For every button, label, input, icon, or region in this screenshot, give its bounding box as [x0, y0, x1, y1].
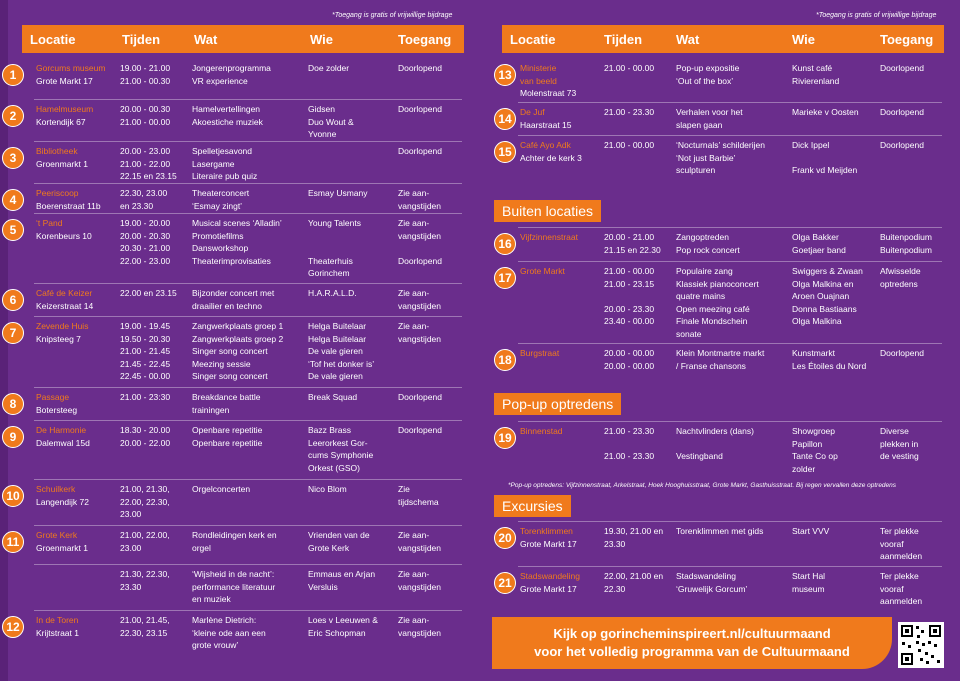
- times-cell: 18.30 - 20.00 20.00 - 22.00: [120, 425, 171, 448]
- times-cell: 22.30, 23.00 en 23.30: [120, 188, 168, 211]
- row-divider: [34, 387, 462, 388]
- times-cell: 21.00 - 00.00: [604, 140, 655, 150]
- table-header-right: [502, 25, 944, 53]
- location-name: Passage: [36, 392, 70, 402]
- times-cell: 20.00 - 00.00 20.00 - 00.00: [604, 348, 655, 371]
- what-cell: Torenklimmen met gids: [676, 526, 764, 536]
- what-cell: Hamelvertellingen Akoestiche muziek: [192, 104, 263, 127]
- row-divider: [34, 283, 462, 284]
- what-cell: Theaterconcert ‘Esmay zingt’: [192, 188, 250, 211]
- header-wie: Wie: [792, 31, 815, 47]
- location-address: Boerenstraat 11b: [36, 200, 101, 211]
- location-name: Ministerie van beeld: [520, 63, 557, 86]
- who-cell: Vrienden van de Grote Kerk: [308, 530, 370, 553]
- access-note: *Toegang is gratis of vrijwillige bijdrage: [332, 12, 453, 19]
- what-cell: Rondleidingen kerk en orgel: [192, 530, 277, 553]
- location-address: Keizerstraat 14: [36, 300, 94, 311]
- header-locatie: Locatie: [30, 31, 76, 47]
- times-cell: 21.00 - 00.00: [604, 63, 655, 73]
- location-name: Stadswandeling: [520, 571, 581, 581]
- location-name: Schuilkerk: [36, 484, 76, 494]
- row-divider: [518, 135, 942, 136]
- header-tijden: Tijden: [122, 31, 161, 47]
- location-number: 18: [494, 349, 516, 371]
- location-number: 15: [494, 141, 516, 163]
- access-cell: Doorlopend: [880, 140, 924, 150]
- popup-footnote: *Pop-up optredens: Vijfzinnenstraat, Arkelstraat, Hoek Hooghuisstraat, Grote Markt, Gasthuisstraat. Bij regen vervallen deze optredens: [508, 482, 897, 489]
- section-excursies: Excursies: [494, 495, 571, 517]
- who-cell: Olga Bakker Goetjaer band: [792, 232, 846, 255]
- location-number: 1: [2, 64, 24, 86]
- what-cell: Bijzonder concert met draailier en techno: [192, 288, 275, 311]
- who-cell: Dick Ippel Frank vd Meijden: [792, 140, 858, 175]
- header-wat: Wat: [194, 31, 218, 47]
- row-divider: [34, 99, 462, 100]
- location-number: 9: [2, 426, 24, 448]
- header-wie: Wie: [310, 31, 333, 47]
- access-cell: Doorlopend: [398, 425, 442, 435]
- location-number: 2: [2, 105, 24, 127]
- access-cell: Doorlopend: [398, 63, 442, 73]
- access-cell: Zie tijdschema: [398, 484, 439, 507]
- what-cell: ‘Wijsheid in de nacht’: performance literatuur en muziek: [192, 569, 276, 604]
- what-cell: Nachtvlinders (dans) Vestingband: [676, 426, 754, 461]
- location-number: 21: [494, 572, 516, 594]
- location-name: Café de Keizer: [36, 288, 93, 298]
- what-cell: Musical scenes ‘Alladin’ Promotiefilms Dansworkshop Theaterimprovisaties: [192, 218, 282, 266]
- location-name: De Harmonie: [36, 425, 87, 435]
- times-cell: 19.00 - 19.45 19.50 - 20.30 21.00 - 21.45 21.45 - 22.45 22.45 - 00.00: [120, 321, 171, 381]
- location-number: 7: [2, 322, 24, 344]
- row-divider: [34, 183, 462, 184]
- location-address: Grote Markt 17: [36, 75, 93, 86]
- what-cell: Openbare repetitie Openbare repetitie: [192, 425, 263, 448]
- who-cell: Showgroep Papillon Tante Co op zolder: [792, 426, 838, 474]
- access-cell: Zie aan- vangstijden Doorlopend: [398, 218, 442, 266]
- who-cell: Emmaus en Arjan Versluis: [308, 569, 376, 592]
- times-cell: 20.00 - 00.30 21.00 - 00.00: [120, 104, 171, 127]
- row-divider: [34, 213, 462, 214]
- website-link[interactable]: Kijk op gorincheminspireert.nl/cultuurmaand: [553, 626, 831, 641]
- times-cell: 22.00, 21.00 en 22.30: [604, 571, 664, 594]
- row-divider: [518, 102, 942, 103]
- location-address: Dalemwal 15d: [36, 437, 90, 448]
- row-divider: [34, 141, 462, 142]
- who-cell: Kunstmarkt Les Étoiles du Nord: [792, 348, 867, 371]
- times-cell: 21.00, 22.00, 23.00: [120, 530, 170, 553]
- who-cell: Marieke v Oosten: [792, 107, 859, 117]
- website-subtitle: voor het volledig programma van de Cultuurmaand: [534, 644, 850, 659]
- times-cell: 22.00 en 23.15: [120, 288, 177, 298]
- location-name: Burgstraat: [520, 348, 560, 358]
- location-number: 12: [2, 616, 24, 638]
- row-divider: [518, 421, 942, 422]
- what-cell: Zangwerkplaats groep 1 Zangwerkplaats groep 2 Singer song concert Meezing sessie Singer song concert: [192, 321, 284, 381]
- who-cell: Nico Blom: [308, 484, 347, 494]
- who-cell: Helga Buitelaar Helga Buitelaar De vale gieren ‘Tof het donker is’ De vale gieren: [308, 321, 375, 381]
- access-cell: Diverse plekken in de vesting: [880, 426, 919, 461]
- location-address: Grote Markt 17: [520, 538, 577, 549]
- row-divider: [518, 343, 942, 344]
- access-cell: Zie aan- vangstijden: [398, 321, 442, 344]
- location-number: 19: [494, 427, 516, 449]
- access-cell: Doorlopend: [880, 348, 924, 358]
- location-address: Krijtstraat 1: [36, 627, 79, 638]
- access-cell: Zie aan- vangstijden: [398, 288, 442, 311]
- section-popup-optredens: Pop-up optredens: [494, 393, 621, 415]
- location-name: Binnenstad: [520, 426, 563, 436]
- location-number: 20: [494, 527, 516, 549]
- location-address: Knipsteeg 7: [36, 333, 81, 344]
- location-address: Grote Markt 17: [520, 583, 577, 594]
- access-cell: Doorlopend: [398, 104, 442, 114]
- access-cell: Zie aan- vangstijden: [398, 530, 442, 553]
- right-panel: [480, 0, 960, 681]
- section-buiten-locaties: Buiten locaties: [494, 200, 601, 222]
- row-divider: [518, 227, 942, 228]
- who-cell: Esmay Usmany: [308, 188, 368, 198]
- times-cell: 19.00 - 21.00 21.00 - 00.30: [120, 63, 171, 86]
- access-cell: Doorlopend: [398, 392, 442, 402]
- location-name: Hamelmuseum: [36, 104, 94, 114]
- what-cell: Orgelconcerten: [192, 484, 251, 494]
- row-divider: [34, 479, 462, 480]
- table-header: [22, 25, 464, 53]
- access-cell: Zie aan- vangstijden: [398, 615, 442, 638]
- location-name: Grote Markt: [520, 266, 565, 276]
- location-number: 8: [2, 393, 24, 415]
- what-cell: Populaire zang Klassiek pianoconcert quatre mains Open meezing café Finale Mondschein sonate: [676, 266, 759, 339]
- location-number: 16: [494, 233, 516, 255]
- what-cell: Breakdance battle trainingen: [192, 392, 261, 415]
- location-number: 13: [494, 64, 516, 86]
- location-address: Korenbeurs 10: [36, 230, 92, 241]
- access-cell: Afwisselde optredens: [880, 266, 921, 289]
- access-cell: Doorlopend: [880, 63, 924, 73]
- what-cell: Marlène Dietrich: ‘kleine ode aan een grote vrouw’: [192, 615, 266, 650]
- location-name: Bibliotheek: [36, 146, 78, 156]
- location-number: 6: [2, 289, 24, 311]
- who-cell: Swiggers & Zwaan Olga Malkina en Aroen Ouajnan Donna Bastiaans Olga Malkina: [792, 266, 863, 326]
- header-locatie: Locatie: [510, 31, 556, 47]
- access-cell: Doorlopend: [398, 146, 442, 156]
- what-cell: Pop-up expositie ‘Out of the box’: [676, 63, 740, 86]
- location-address: Molenstraat 73: [520, 88, 577, 98]
- location-address: Achter de kerk 3: [520, 152, 582, 163]
- times-cell: 21.00 - 23.30 21.00 - 23.30: [604, 426, 655, 461]
- location-address: Groenmarkt 1: [36, 542, 88, 553]
- location-name: Torenklimmen: [520, 526, 573, 536]
- what-cell: Verhalen voor het slapen gaan: [676, 107, 743, 130]
- location-name: Grote Kerk: [36, 530, 78, 540]
- location-address: Langendijk 72: [36, 496, 89, 507]
- who-cell: Doe zolder: [308, 63, 350, 73]
- who-cell: H.A.R.A.L.D.: [308, 288, 357, 298]
- location-number: 11: [2, 531, 24, 553]
- who-cell: Break Squad: [308, 392, 358, 402]
- who-cell: Gidsen Duo Wout & Yvonne: [308, 104, 354, 139]
- location-address: Haarstraat 15: [520, 119, 572, 130]
- location-name: Peeriscoop: [36, 188, 79, 198]
- header-toegang: Toegang: [398, 31, 452, 47]
- who-cell: Kunst café Rivierenland: [792, 63, 840, 86]
- location-name: ‘t Pand: [36, 218, 63, 228]
- times-cell: 21.00, 21.30, 22.00, 22.30, 23.00: [120, 484, 170, 519]
- who-cell: Bazz Brass Leerorkest Gor- cums Symphonie Orkest (GSO): [308, 425, 374, 473]
- row-divider: [518, 566, 942, 567]
- times-cell: 21.00 - 00.00 21.00 - 23.15 20.00 - 23.30 23.40 - 00.00: [604, 266, 655, 326]
- what-cell: Zangoptreden Pop rock concert: [676, 232, 740, 255]
- location-number: 4: [2, 189, 24, 211]
- times-cell: 19.30, 21.00 en 23.30: [604, 526, 664, 549]
- qr-code[interactable]: [898, 622, 944, 668]
- who-cell: Start Hal museum: [792, 571, 826, 594]
- location-address: Groenmarkt 1: [36, 158, 88, 169]
- who-cell: Loes v Leeuwen & Eric Schopman: [308, 615, 378, 638]
- what-cell: Jongerenprogramma VR experience: [192, 63, 271, 86]
- website-banner[interactable]: [492, 617, 892, 669]
- location-name: Café Ayo Adk: [520, 140, 571, 150]
- header-tijden: Tijden: [604, 31, 643, 47]
- times-cell: 21.00 - 23.30: [604, 107, 655, 117]
- what-cell: Spelletjesavond Lasergame Literaire pub quiz: [192, 146, 258, 181]
- what-cell: Stadswandeling ‘Gruwelijk Gorcum’: [676, 571, 748, 594]
- row-divider: [34, 420, 462, 421]
- header-toegang: Toegang: [880, 31, 934, 47]
- location-address: Botersteeg: [36, 404, 78, 415]
- what-cell: Klein Montmartre markt / Franse chansons: [676, 348, 765, 371]
- location-number: 17: [494, 267, 516, 289]
- location-number: 10: [2, 485, 24, 507]
- access-cell: Buitenpodium Buitenpodium: [880, 232, 932, 255]
- location-name: Vijfzinnenstraat: [520, 232, 578, 242]
- times-cell: 20.00 - 21.00 21.15 en 22.30: [604, 232, 661, 255]
- times-cell: 21.30, 22.30, 23.30: [120, 569, 170, 592]
- who-cell: Young Talents Theaterhuis Gorinchem: [308, 218, 361, 278]
- location-name: De Juf: [520, 107, 545, 117]
- access-cell: Doorlopend: [880, 107, 924, 117]
- access-cell: Ter plekke vooraf aanmelden: [880, 526, 923, 561]
- times-cell: 21.00, 21.45, 22.30, 23.15: [120, 615, 170, 638]
- location-name: In de Toren: [36, 615, 79, 625]
- row-divider: [518, 521, 942, 522]
- times-cell: 19.00 - 20.00 20.00 - 20.30 20.30 - 21.00 22.00 - 23.00: [120, 218, 171, 266]
- times-cell: 20.00 - 23.00 21.00 - 22.00 22.15 en 23.15: [120, 146, 177, 181]
- what-cell: ‘Nocturnals’ schilderijen ‘Not just Barbie’ sculpturen: [676, 140, 765, 175]
- times-cell: 21.00 - 23:30: [120, 392, 171, 402]
- header-wat: Wat: [676, 31, 700, 47]
- location-number: 3: [2, 147, 24, 169]
- row-divider: [518, 261, 942, 262]
- location-address: Kortendijk 67: [36, 116, 86, 127]
- qr-code-graphic: [898, 622, 944, 668]
- access-cell: Zie aan- vangstijden: [398, 188, 442, 211]
- row-divider: [34, 564, 462, 565]
- location-name: Zevende Huis: [36, 321, 89, 331]
- access-cell: Ter plekke vooraf aanmelden: [880, 571, 923, 606]
- row-divider: [34, 610, 462, 611]
- access-cell: Zie aan- vangstijden: [398, 569, 442, 592]
- location-number: 5: [2, 219, 24, 241]
- access-note-right: *Toegang is gratis of vrijwillige bijdrage: [816, 12, 937, 19]
- row-divider: [34, 316, 462, 317]
- who-cell: Start VVV: [792, 526, 830, 536]
- location-number: 14: [494, 108, 516, 130]
- location-name: Gorcums museum: [36, 63, 106, 73]
- row-divider: [34, 525, 462, 526]
